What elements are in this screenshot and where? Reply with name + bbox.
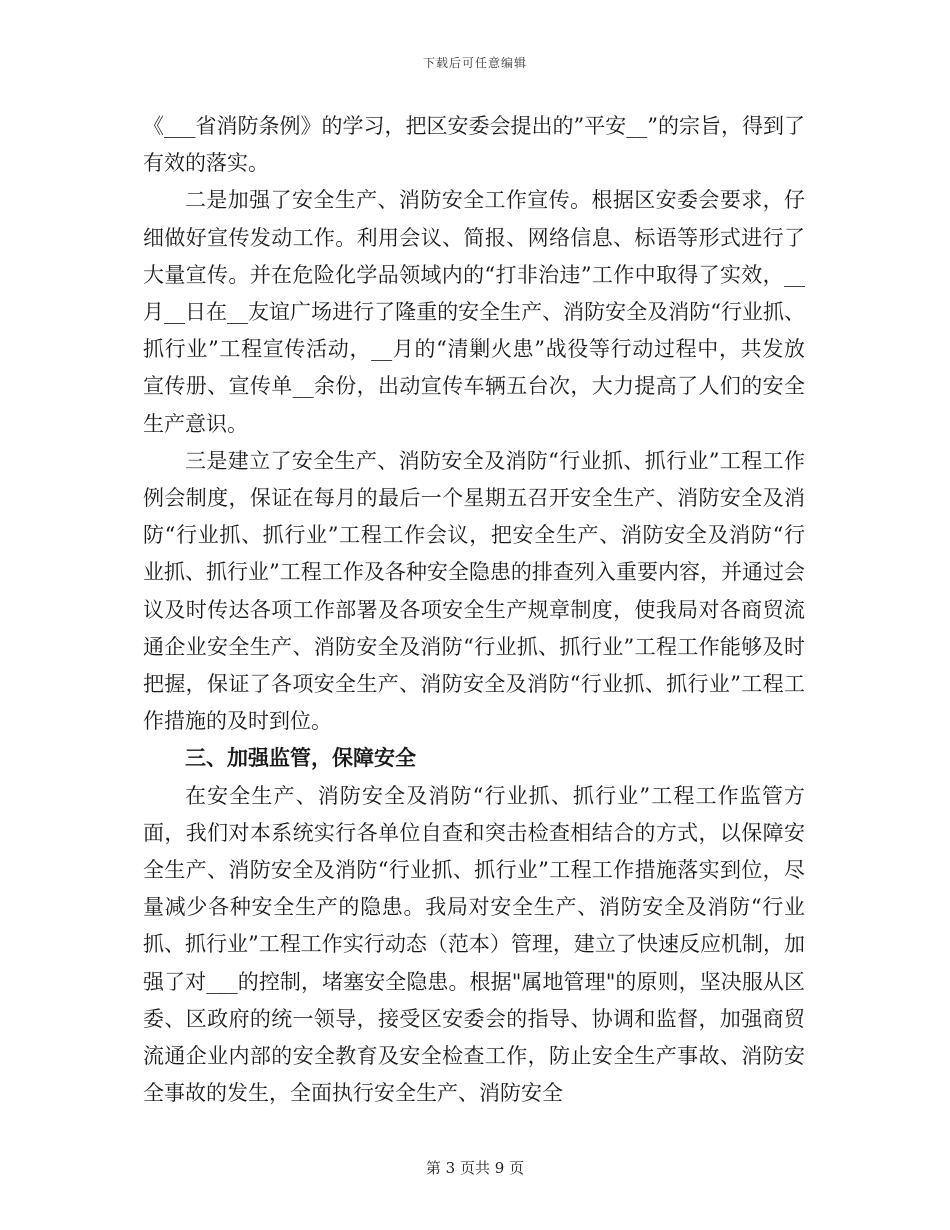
document-body <box>143 108 805 1112</box>
paragraph-continuation: 《___省消防条例》的学习，把区安委会提出的”平安__”的宗旨，得到了有效的落实。 <box>143 114 805 176</box>
section-heading-supervision: 三、加强监管，保障安全 <box>185 746 416 771</box>
page-header: 下载后可任意编辑 <box>422 56 527 70</box>
paragraph-publicity: 二是加强了安全生产、消防安全工作宣传。根据区安委会要求，仔细做好宣传发动工作。利用会议、简报、网络信息、标语等形式进行了大量宣传。并在危险化学品领域内的“打非治违”工作中取得了实效，__月__日在__友谊广场进行了隆重的安全生产、消防安全及消防“行业抓、抓行业”工程宣传活动，__月的“清剿火患”战役等行动过程中，共发放宣传册、宣传单__余份，出动宣传车辆五台次，大力提高了人们的安全生产意识。 <box>143 188 805 436</box>
paragraph-supervision: 在安全生产、消防安全及消防“行业抓、抓行业”工程工作监管方面，我们对本系统实行各单位自查和突击检查相结合的方式，以保障安全生产、消防安全及消防“行业抓、抓行业”工程工作措施落实到位，尽量减少各种安全生产的隐患。我局对安全生产、消防安全及消防“行业抓、抓行业”工程工作实行动态（范本）管理，建立了快速反应机制，加强了对___的控制，堵塞安全隐患。根据"属地管理"的原则，坚决服从区委、区政府的统一领导，接受区安委会的指导、协调和监督，加强商贸流通企业内部的安全教育及安全检查工作，防止安全生产事故、消防安全事故的发生，全面执行安全生产、消防安全 <box>143 783 805 1106</box>
paragraph-meeting-system: 三是建立了安全生产、消防安全及消防“行业抓、抓行业”工程工作例会制度，保证在每月的最后一个星期五召开安全生产、消防安全及消防“行业抓、抓行业”工程工作会议，把安全生产、消防安全及消防“行业抓、抓行业”工程工作及各种安全隐患的排查列入重要内容，并通过会议及时传达各项工作部署及各项安全生产规章制度，使我局对各商贸流通企业安全生产、消防安全及消防“行业抓、抓行业”工程工作能够及时把握，保证了各项安全生产、消防安全及消防“行业抓、抓行业”工程工作措施的及时到位。 <box>143 448 805 734</box>
page-number: 第 3 页共 9 页 <box>425 1159 525 1177</box>
